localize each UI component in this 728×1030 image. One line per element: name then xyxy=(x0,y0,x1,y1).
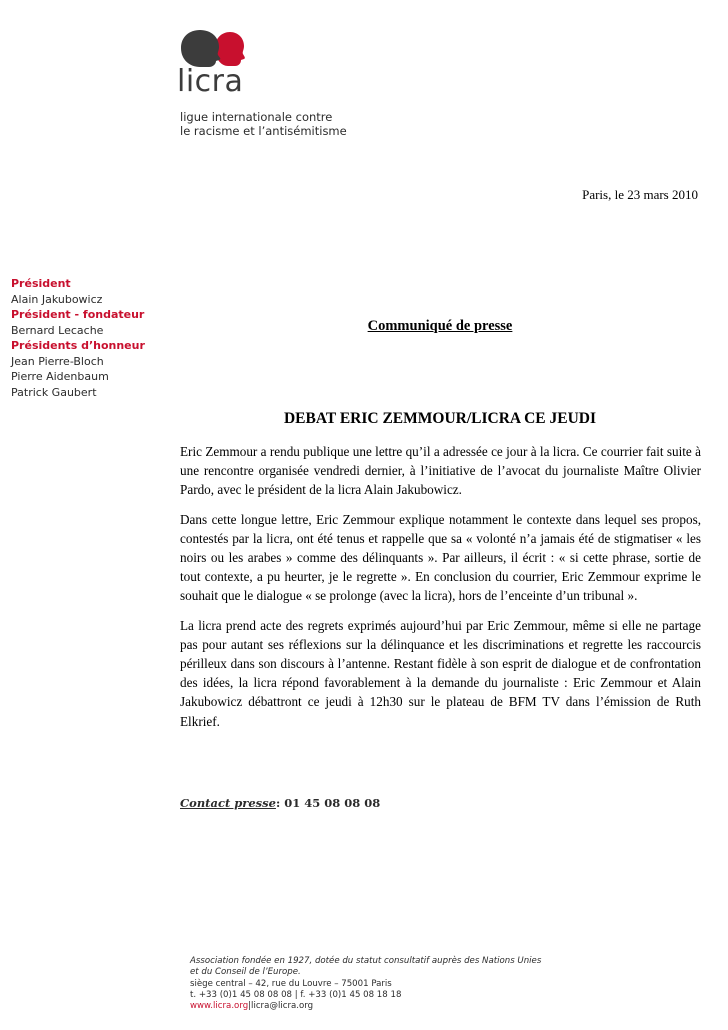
footer-email-link[interactable]: |licra@licra.org xyxy=(248,1001,314,1012)
press-contact-number: : 01 45 08 08 08 xyxy=(275,796,381,810)
body-text xyxy=(180,442,701,741)
press-release-title xyxy=(180,318,700,335)
honorary-name: Jean Pierre-Bloch xyxy=(11,354,104,368)
honorary-name: Pierre Aidenbaum xyxy=(11,370,109,383)
paragraph: Dans cette longue lettre, Eric Zemmour explique notamment le contexte dans lequel ses propos, contestés par la licra, ont été tenus et rappelle que sa « volonté n’a jamais été de stigmatiser « les noirs ou les arabes » comme des délinquants ». Par ailleurs, il écrit : « si cette phrase, sortie de tout contexte, a pu heurter, je le regrette ». En conclusion du courrier, Eric Zemmour exprime le souhait que le dialogue « se prolonge (avec la licra), hors de l’enceinte d’un tribunal ». xyxy=(180,511,701,604)
president-name: Alain Jakubowicz xyxy=(11,292,103,306)
footer-web-line xyxy=(190,1001,541,1012)
founder-title: Président - fondateur xyxy=(11,308,145,321)
brand-name: licra xyxy=(177,64,244,99)
press-contact-label: Contact presse xyxy=(180,796,276,810)
headline: DEBAT ERIC ZEMMOUR/LICRA CE JEUDI xyxy=(283,410,597,427)
honorary-name: Patrick Gaubert xyxy=(11,385,97,399)
paragraph: Eric Zemmour a rendu publique une lettre qu’il a adressée ce jour à la licra. Ce courrier fait suite à une rencontre organisée vendredi dernier, à l’initiative de l’avocat du journaliste Maître Olivier Pardo, avec le président de la licra Alain Jakubowicz. xyxy=(180,444,701,498)
tagline-line-2: le racisme et l’antisémitisme xyxy=(180,124,347,138)
footer-line-2: et du Conseil de l’Europe. xyxy=(190,967,301,978)
footer-line-1: Association fondée en 1927, dotée du statut consultatif auprès des Nations Unies xyxy=(190,956,542,966)
press-contact xyxy=(180,796,380,810)
footer xyxy=(190,956,541,1012)
sidebar-officers xyxy=(11,276,145,400)
paragraph: La licra prend acte des regrets exprimés aujourd’hui par Eric Zemmour, même si elle ne partage pas pour autant ses réflexions sur la délinquance et les discriminations et regrette les raccourcis périlleux dans son discours à l’antenne. Restant fidèle à son esprit de dialogue et de confrontation des idées, la licra répond favorablement à la demande du journaliste : Eric Zemmour et Alain Jakubowicz débattront ce jeudi à 12h30 sur le plateau de BFM TV dans l’émission de Ruth Elkrief. xyxy=(180,617,701,729)
tagline-line-1: ligue internationale contre xyxy=(180,110,333,124)
press-release-title-text: Communiqué de presse xyxy=(367,318,513,334)
footer-website-link[interactable]: www.licra.org xyxy=(190,1001,249,1012)
founder-name: Bernard Lecache xyxy=(11,323,104,337)
honorary-title: Présidents d’honneur xyxy=(11,339,145,352)
document-date: Paris, le 23 mars 2010 xyxy=(582,187,698,202)
footer-phone: t. +33 (0)1 45 08 08 08 | f. +33 (0)1 45 08 18 18 xyxy=(190,989,402,1000)
footer-address: siège central – 42, rue du Louvre – 75001 Paris xyxy=(190,978,392,989)
president-title: Président xyxy=(11,277,71,290)
